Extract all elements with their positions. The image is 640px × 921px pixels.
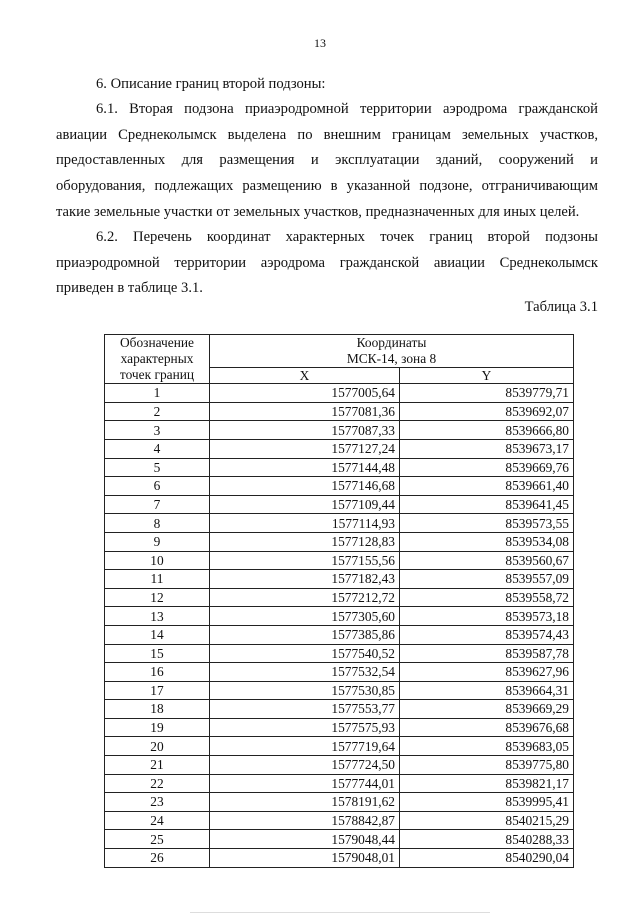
- point-number-cell: 19: [105, 718, 210, 737]
- table-row: [105, 756, 574, 775]
- table-row: [105, 514, 574, 533]
- table-row: [105, 402, 574, 421]
- table-row: [105, 495, 574, 514]
- table-row: [105, 681, 574, 700]
- y-coordinate-cell: 8539821,17: [400, 774, 574, 793]
- y-coordinate-cell: 8539627,96: [400, 663, 574, 682]
- x-coordinate-cell: 1577182,43: [210, 570, 400, 589]
- x-coordinate-cell: 1577744,01: [210, 774, 400, 793]
- point-number-cell: 23: [105, 793, 210, 812]
- point-number-cell: 13: [105, 607, 210, 626]
- x-coordinate-cell: 1577530,85: [210, 681, 400, 700]
- point-number-cell: 25: [105, 830, 210, 849]
- x-coordinate-cell: 1577087,33: [210, 421, 400, 440]
- x-coordinate-cell: 1579048,44: [210, 830, 400, 849]
- y-coordinate-cell: 8539587,78: [400, 644, 574, 663]
- table-row: [105, 718, 574, 737]
- header-coordinates-title: Координаты: [356, 335, 427, 350]
- table-row: [105, 849, 574, 868]
- table-row: [105, 551, 574, 570]
- y-coordinate-cell: 8539669,76: [400, 458, 574, 477]
- x-coordinate-cell: 1577532,54: [210, 663, 400, 682]
- x-coordinate-cell: 1577575,93: [210, 718, 400, 737]
- table-row: [105, 625, 574, 644]
- table-row: [105, 458, 574, 477]
- y-coordinate-cell: 8539557,09: [400, 570, 574, 589]
- table-row: [105, 644, 574, 663]
- paragraph-line: авиации Среднеколымск выделена по внешним границам земельных участков,: [56, 126, 598, 143]
- point-number-cell: 5: [105, 458, 210, 477]
- table-row: [105, 737, 574, 756]
- point-number-cell: 14: [105, 625, 210, 644]
- x-coordinate-cell: 1579048,01: [210, 849, 400, 868]
- point-number-cell: 11: [105, 570, 210, 589]
- table-row: [105, 793, 574, 812]
- x-coordinate-cell: 1577127,24: [210, 439, 400, 458]
- x-coordinate-cell: 1577114,93: [210, 514, 400, 533]
- paragraph-line: такие земельные участки от земельных участков, предназначенных для иных целей.: [56, 203, 580, 220]
- table-row: [105, 477, 574, 496]
- point-number-cell: 15: [105, 644, 210, 663]
- paragraph-6-2: [56, 225, 598, 302]
- table-row: [105, 700, 574, 719]
- y-coordinate-cell: 8539683,05: [400, 737, 574, 756]
- header-y: Y: [400, 368, 574, 384]
- x-coordinate-cell: 1577146,68: [210, 477, 400, 496]
- footer-line: [190, 912, 490, 913]
- y-coordinate-cell: 8539673,17: [400, 439, 574, 458]
- table-row: [105, 532, 574, 551]
- y-coordinate-cell: 8539573,18: [400, 607, 574, 626]
- paragraph-line: оборудования, подлежащих размещению в указанной подзоне, отграничивающим: [56, 178, 598, 195]
- x-coordinate-cell: 1577109,44: [210, 495, 400, 514]
- table-caption: Таблица 3.1: [524, 299, 598, 315]
- point-number-cell: 1: [105, 384, 210, 403]
- x-coordinate-cell: 1577305,60: [210, 607, 400, 626]
- y-coordinate-cell: 8539574,43: [400, 625, 574, 644]
- point-number-cell: 3: [105, 421, 210, 440]
- point-number-cell: 17: [105, 681, 210, 700]
- x-coordinate-cell: 1577385,86: [210, 625, 400, 644]
- table-body: [105, 384, 574, 867]
- header-coordinates: [210, 335, 574, 368]
- point-number-cell: 12: [105, 588, 210, 607]
- x-coordinate-cell: 1577128,83: [210, 532, 400, 551]
- paragraph-line: 6.1. Вторая подзона приаэродромной территории аэродрома гражданской: [96, 101, 598, 117]
- point-number-cell: 26: [105, 849, 210, 868]
- y-coordinate-cell: 8540290,04: [400, 849, 574, 868]
- y-coordinate-cell: 8540288,33: [400, 830, 574, 849]
- paragraph-line: предоставленных для размещения и эксплуатации зданий, сооружений и: [56, 152, 598, 169]
- y-coordinate-cell: 8539676,68: [400, 718, 574, 737]
- point-number-cell: 8: [105, 514, 210, 533]
- y-coordinate-cell: 8539669,29: [400, 700, 574, 719]
- paragraph-line: 6.2. Перечень координат характерных точек границ второй подзоны: [96, 229, 598, 245]
- x-coordinate-cell: 1577724,50: [210, 756, 400, 775]
- x-coordinate-cell: 1577719,64: [210, 737, 400, 756]
- table-row: [105, 607, 574, 626]
- table-row: [105, 830, 574, 849]
- y-coordinate-cell: 8539573,55: [400, 514, 574, 533]
- y-coordinate-cell: 8539775,80: [400, 756, 574, 775]
- x-coordinate-cell: 1577005,64: [210, 384, 400, 403]
- table-row: [105, 439, 574, 458]
- y-coordinate-cell: 8539779,71: [400, 384, 574, 403]
- y-coordinate-cell: 8539692,07: [400, 402, 574, 421]
- y-coordinate-cell: 8539666,80: [400, 421, 574, 440]
- paragraph-line: приаэродромной территории аэродрома гражданской авиации Среднеколымск: [56, 254, 598, 271]
- x-coordinate-cell: 1577155,56: [210, 551, 400, 570]
- point-number-cell: 6: [105, 477, 210, 496]
- point-number-cell: 7: [105, 495, 210, 514]
- y-coordinate-cell: 8539534,08: [400, 532, 574, 551]
- y-coordinate-cell: 8539641,45: [400, 495, 574, 514]
- table-row: [105, 588, 574, 607]
- table-row: [105, 663, 574, 682]
- section-heading: 6. Описание границ второй подзоны:: [96, 76, 326, 92]
- x-coordinate-cell: 1577553,77: [210, 700, 400, 719]
- header-coordinates-system: МСК-14, зона 8: [346, 351, 437, 366]
- x-coordinate-cell: 1578842,87: [210, 811, 400, 830]
- header-point-label: Обозначение характерных точек границ: [105, 335, 210, 384]
- y-coordinate-cell: 8539664,31: [400, 681, 574, 700]
- table-row: [105, 570, 574, 589]
- point-number-cell: 2: [105, 402, 210, 421]
- y-coordinate-cell: 8539560,67: [400, 551, 574, 570]
- point-number-cell: 10: [105, 551, 210, 570]
- x-coordinate-cell: 1577144,48: [210, 458, 400, 477]
- page-number: 13: [314, 36, 326, 50]
- x-coordinate-cell: 1578191,62: [210, 793, 400, 812]
- y-coordinate-cell: 8539558,72: [400, 588, 574, 607]
- coordinates-table: [104, 334, 574, 868]
- y-coordinate-cell: 8539995,41: [400, 793, 574, 812]
- point-number-cell: 21: [105, 756, 210, 775]
- table-row: [105, 384, 574, 403]
- x-coordinate-cell: 1577212,72: [210, 588, 400, 607]
- header-x: X: [210, 368, 400, 384]
- point-number-cell: 4: [105, 439, 210, 458]
- point-number-cell: 9: [105, 532, 210, 551]
- paragraph-6-1: [56, 97, 598, 226]
- y-coordinate-cell: 8540215,29: [400, 811, 574, 830]
- point-number-cell: 24: [105, 811, 210, 830]
- point-number-cell: 22: [105, 774, 210, 793]
- x-coordinate-cell: 1577540,52: [210, 644, 400, 663]
- table-row: [105, 421, 574, 440]
- table-row: [105, 774, 574, 793]
- paragraph-line: приведен в таблице 3.1.: [56, 280, 203, 297]
- x-coordinate-cell: 1577081,36: [210, 402, 400, 421]
- table-row: [105, 811, 574, 830]
- point-number-cell: 18: [105, 700, 210, 719]
- y-coordinate-cell: 8539661,40: [400, 477, 574, 496]
- point-number-cell: 20: [105, 737, 210, 756]
- point-number-cell: 16: [105, 663, 210, 682]
